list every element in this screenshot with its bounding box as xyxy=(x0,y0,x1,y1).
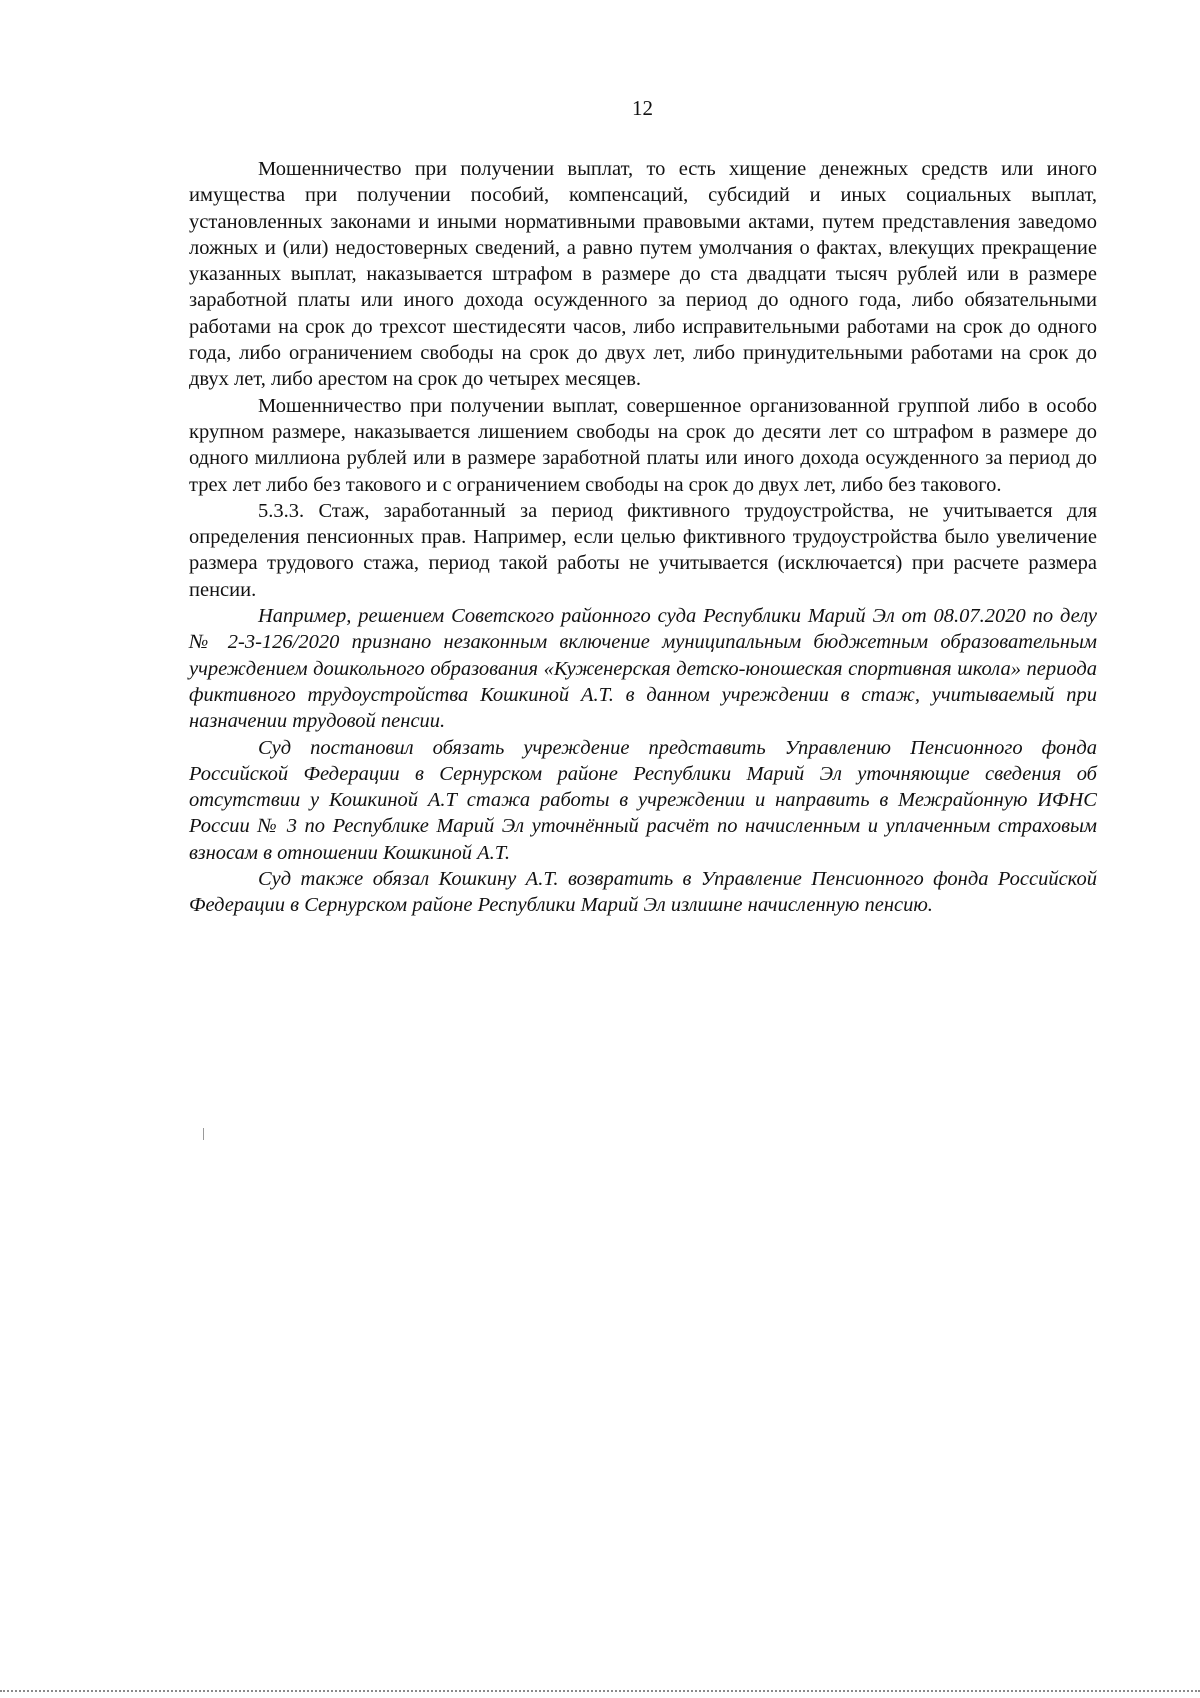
paragraph-court-ruling: Суд постановил обязать учреждение представить Управлению Пенсионного фонда Российской Федерации в Сернурском районе Республики Марий Эл уточняющие сведения об отсутствии у Кошкиной А.Т стажа работы в учреждении и направить в Межрайонную ИФНС России № 3 по Республике Марий Эл уточнённый расчёт по начисленным и уплаченным страховым взносам в отношении Кошкиной А.Т. xyxy=(189,736,1097,864)
scan-bottom-edge xyxy=(0,1690,1200,1692)
paragraph-fraud-organized-group: Мошенничество при получении выплат, совершенное организованной группой либо в особо крупном размере, наказывается лишением свободы на срок до десяти лет со штрафом в размере до одного миллиона рублей или в размере заработной платы или иного дохода осужденного за период до трех лет либо без такового и с ограничением свободы на срок до двух лет, либо без такового. xyxy=(189,394,1097,496)
scan-mark xyxy=(203,1128,204,1140)
page-number: 12 xyxy=(632,96,653,120)
paragraph-pension-refund: Суд также обязал Кошкину А.Т. возвратить в Управление Пенсионного фонда Российской Федерации в Сернурском районе Республики Марий Эл излишне начисленную пенсию. xyxy=(189,868,1097,917)
document-body xyxy=(189,156,1097,919)
paragraph-fraud-payments: Мошенничество при получении выплат, то есть хищение денежных средств или иного имущества при получении пособий, компенсаций, субсидий и иных социальных выплат, установленных законами и иными нормативными правовыми актами, путем представления заведомо ложных и (или) недостоверных сведений, а равно путем умолчания о фактах, влекущих прекращение указанных выплат, наказывается штрафом в размере до ста двадцати тысяч рублей или в размере заработной платы или иного дохода осужденного за период до одного года, либо обязательными работами на срок до трехсот шестидесяти часов, либо исправительными работами на срок до одного года, либо ограничением свободы на срок до двух лет, либо принудительными работами на срок до двух лет, либо арестом на срок до четырех месяцев. xyxy=(189,158,1097,391)
paragraph-court-example: Например, решением Советского районного суда Республики Марий Эл от 08.07.2020 по делу № 2-3-126/2020 признано незаконным включение муниципальным бюджетным образовательным учреждением дошкольного образования «Куженерская детско-юношеская спортивная школа» периода фиктивного трудоустройства Кошкиной А.Т. в данном учреждении в стаж, учитываемый при назначении трудовой пенсии. xyxy=(189,605,1097,733)
paragraph-section-5-3-3: 5.3.3. Стаж, заработанный за период фиктивного трудоустройства, не учитывается для определения пенсионных прав. Например, если целью фиктивного трудоустройства было увеличение размера трудового стажа, период такой работы не учитывается (исключается) при расчете размера пенсии. xyxy=(189,499,1097,601)
